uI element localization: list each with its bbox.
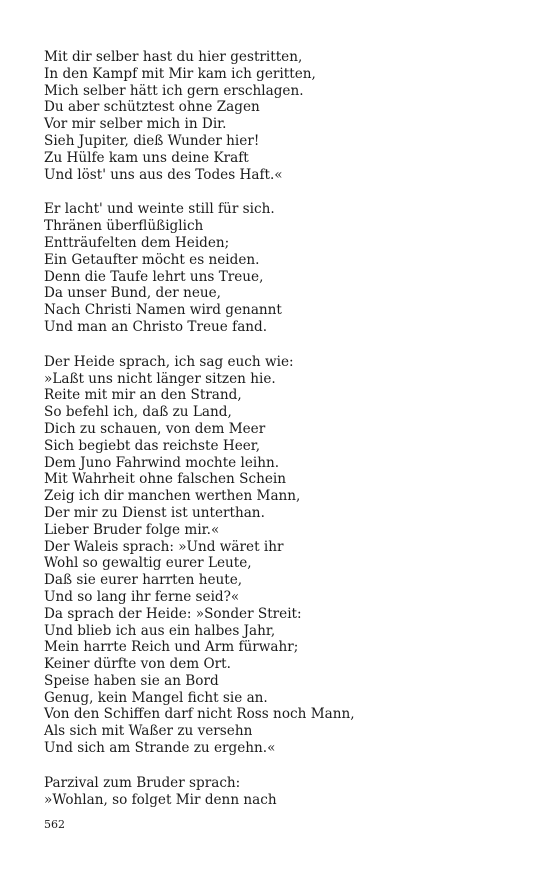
- verse-line: Da sprach der Heide: »Sonder Streit:: [44, 605, 302, 622]
- verse-line: Der mir zu Dienst ist unterthan.: [44, 504, 265, 521]
- verse-line: Denn die Taufe lehrt uns Treue,: [44, 268, 264, 285]
- verse-line: Und blieb ich aus ein halbes Jahr,: [44, 622, 276, 639]
- verse-line: Keiner dürfte von dem Ort.: [44, 656, 231, 673]
- verse-line: Speise haben sie an Bord: [44, 672, 219, 689]
- verse-line: Mit dir selber hast du hier gestritten,: [44, 49, 303, 65]
- verse-line: Genug, kein Mangel ficht sie an.: [44, 689, 268, 706]
- verse-line: Mich selber hätt ich gern erschlagen.: [44, 82, 304, 99]
- verse-line: Du aber schütztest ohne Zagen: [44, 99, 260, 116]
- verse-line: Und sich am Strande zu ergehn.«: [44, 740, 276, 757]
- stanza: [44, 775, 524, 809]
- verse-line: Und so lang ihr ferne seid?«: [44, 588, 240, 605]
- stanza: [44, 354, 524, 757]
- verse-line: Dem Juno Fahrwind mochte leihn.: [44, 454, 280, 471]
- verse-line: Sich begiebt das reichste Heer,: [44, 437, 261, 454]
- verse-line: »Laßt uns nicht länger sitzen hie.: [44, 370, 276, 387]
- verse-line: Dich zu schauen, von dem Meer: [44, 420, 266, 437]
- verse-line: Parzival zum Bruder sprach:: [44, 774, 241, 791]
- verse-line: Vor mir selber mich in Dir.: [44, 116, 227, 133]
- verse-line: Sieh Jupiter, dieß Wunder hier!: [44, 132, 260, 149]
- verse-line: So befehl ich, daß zu Land,: [44, 404, 232, 421]
- verse-line: Enttrӓufelten dem Heiden;: [44, 234, 230, 251]
- verse-line: Da unser Bund, der neue,: [44, 285, 222, 302]
- verse-line: Wohl so gewaltig eurer Leute,: [44, 555, 252, 572]
- verse-line: Zu Hülfe kam uns deine Kraft: [44, 149, 249, 166]
- verse-line: Mein harrte Reich und Arm fürwahr;: [44, 639, 299, 656]
- verse-line: Daß sie eurer harrten heute,: [44, 572, 243, 589]
- verse-line: »Wohlan, so folget Mir denn nach: [44, 791, 277, 808]
- verse-line: Von den Schiffen darf nicht Ross noch Mann,: [44, 706, 355, 723]
- verse-line: Reite mit mir an den Strand,: [44, 387, 242, 404]
- verse-line: Thränen überflüßiglich: [44, 218, 204, 235]
- page-number: 562: [44, 818, 65, 831]
- verse-line: Und man an Christo Treue fand.: [44, 318, 268, 335]
- verse-line: Als sich mit Waßer zu versehn: [44, 723, 253, 740]
- stanza: [44, 49, 524, 183]
- verse-line: Mit Wahrheit ohne falschen Schein: [44, 471, 286, 488]
- verse-line: Lieber Bruder folge mir.«: [44, 521, 220, 538]
- stanza: [44, 201, 524, 335]
- verse-line: Und löst' uns aus des Todes Haft.«: [44, 166, 283, 183]
- verse-line: Der Waleis sprach: »Und wäret ihr: [44, 538, 284, 555]
- verse-line: Er lacht' und weinte still für sich.: [44, 201, 275, 218]
- verse-line: Der Heide sprach, ich sag euch wie:: [44, 353, 294, 370]
- verse-line: In den Kampf mit Mir kam ich geritten,: [44, 65, 316, 82]
- verse-body: [44, 49, 524, 826]
- verse-line: Zeig ich dir manchen werthen Mann,: [44, 488, 301, 505]
- verse-line: Ein Getaufter möcht es neiden.: [44, 251, 260, 268]
- verse-line: Nach Christi Namen wird genannt: [44, 302, 282, 319]
